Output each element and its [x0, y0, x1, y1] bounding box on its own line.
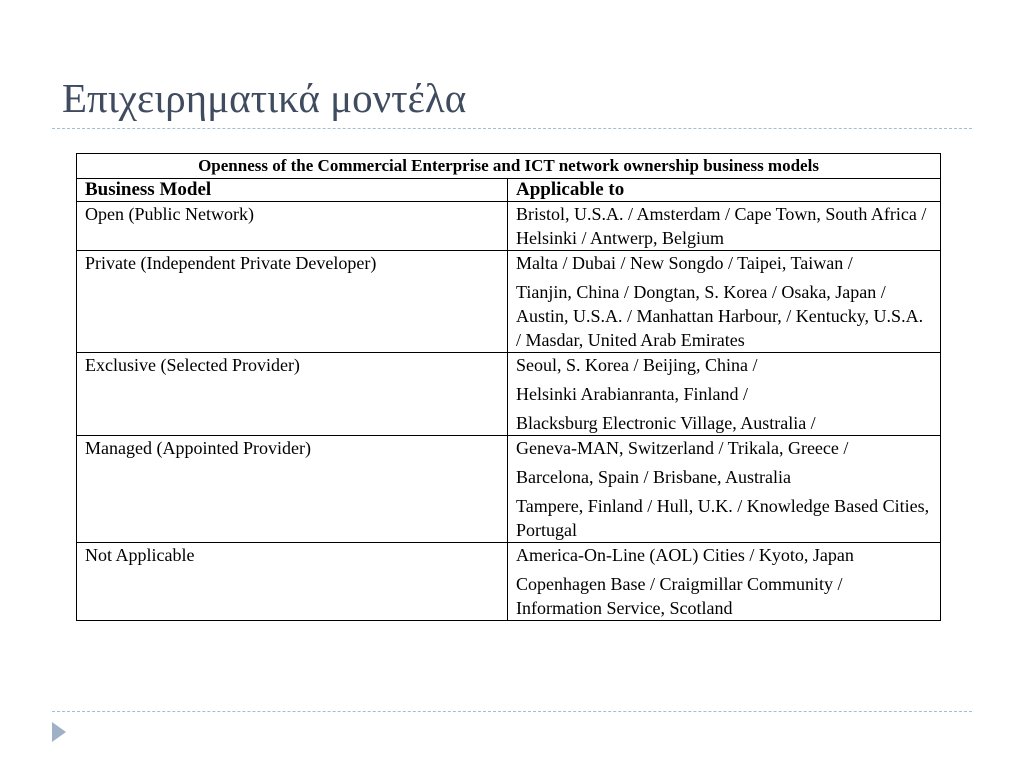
- applicable-to-cell: [508, 353, 941, 436]
- applicable-line: Malta / Dubai / New Songdo / Taipei, Taiwan /: [516, 253, 853, 273]
- applicable-to-cell: [508, 202, 941, 251]
- applicable-line: Bristol, U.S.A. / Amsterdam / Cape Town, South Africa / Helsinki / Antwerp, Belgium: [516, 204, 927, 248]
- business-model-cell: Private (Independent Private Developer): [77, 251, 508, 353]
- table-header-row: [77, 179, 941, 202]
- title-divider: [52, 128, 972, 129]
- slide-title: Επιχειρηματικά μοντέλα: [62, 75, 467, 121]
- table-row: [77, 436, 941, 543]
- table-row: [77, 251, 941, 353]
- applicable-line: Tianjin, China / Dongtan, S. Korea / Osaka, Japan / Austin, U.S.A. / Manhattan Harbour, / Kentucky, U.S.A. / Masdar, United Arab Emirates: [516, 282, 924, 350]
- applicable-line: Geneva-MAN, Switzerland / Trikala, Greece /: [516, 438, 849, 458]
- table-row: [77, 202, 941, 251]
- business-model-cell: Exclusive (Selected Provider): [77, 353, 508, 436]
- applicable-line: Blacksburg Electronic Village, Australia /: [516, 413, 816, 433]
- column-header-applicable-to: Applicable to: [508, 179, 941, 202]
- applicable-line: America-On-Line (AOL) Cities / Kyoto, Japan: [516, 545, 854, 565]
- business-model-cell: Open (Public Network): [77, 202, 508, 251]
- applicable-line: Copenhagen Base / Craigmillar Community / Information Service, Scotland: [516, 574, 843, 618]
- business-model-cell: Managed (Appointed Provider): [77, 436, 508, 543]
- business-model-cell: Not Applicable: [77, 543, 508, 621]
- business-models-table: [76, 153, 941, 621]
- table-row: [77, 353, 941, 436]
- applicable-to-cell: [508, 436, 941, 543]
- table-caption-row: [77, 154, 941, 179]
- table-row: [77, 543, 941, 621]
- applicable-to-cell: [508, 543, 941, 621]
- triangle-right-icon: [52, 722, 66, 742]
- column-header-business-model: Business Model: [77, 179, 508, 202]
- applicable-line: Helsinki Arabianranta, Finland /: [516, 384, 748, 404]
- table-caption: Openness of the Commercial Enterprise and ICT network ownership business models: [77, 154, 941, 179]
- applicable-line: Seoul, S. Korea / Beijing, China /: [516, 355, 758, 375]
- applicable-line: Barcelona, Spain / Brisbane, Australia: [516, 467, 791, 487]
- applicable-line: Tampere, Finland / Hull, U.K. / Knowledge Based Cities, Portugal: [516, 496, 930, 540]
- applicable-to-cell: [508, 251, 941, 353]
- footer-divider: [52, 711, 972, 712]
